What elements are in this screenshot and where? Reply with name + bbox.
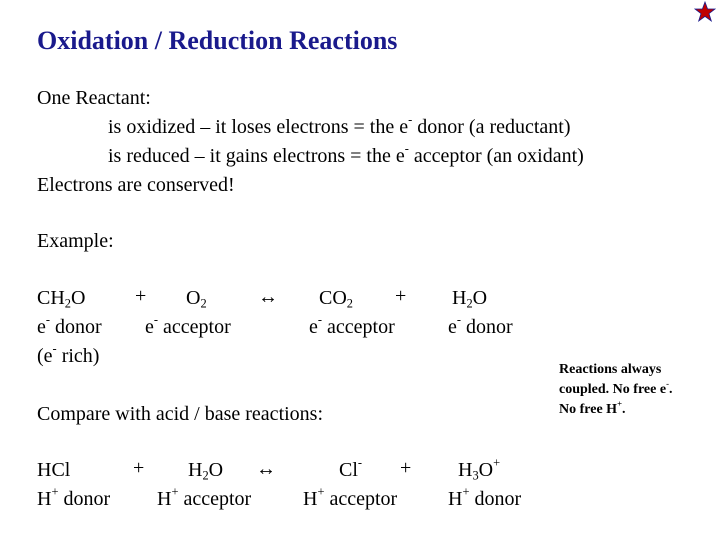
side-note-line-1: Reactions always bbox=[559, 362, 662, 377]
redox-plus-2: + bbox=[395, 285, 407, 307]
acidbase-cl: Cl- bbox=[339, 455, 363, 481]
redox-label-rich: (e- rich) bbox=[37, 341, 100, 367]
acidbase-label-acceptor-2: H+ acceptor bbox=[303, 484, 398, 510]
acidbase-label-donor-1: H+ donor bbox=[37, 484, 111, 510]
intro-line-2: is oxidized – it loses electrons = the e- donor (a reductant) bbox=[108, 112, 571, 138]
redox-h2o: $H_2O$ bbox=[452, 287, 488, 311]
star-icon bbox=[694, 1, 716, 23]
acidbase-h2o: $H_2O$ bbox=[188, 459, 224, 483]
page-title: Oxidation / Reduction Reactions bbox=[37, 26, 398, 55]
redox-ch2o: $CH_2O$ bbox=[37, 287, 86, 311]
intro-line-1: One Reactant: bbox=[37, 87, 151, 109]
acidbase-plus-1: + bbox=[133, 457, 145, 479]
redox-plus-1: + bbox=[135, 285, 147, 307]
acidbase-plus-2: + bbox=[400, 457, 412, 479]
redox-arrow: ↔ bbox=[258, 286, 278, 308]
redox-label-acceptor-2: e- acceptor bbox=[309, 312, 395, 338]
acidbase-h3o: $H_3O^+$ bbox=[458, 455, 501, 483]
acidbase-arrow: ↔ bbox=[256, 458, 276, 480]
acidbase-label-donor-2: H+ donor bbox=[448, 484, 522, 510]
acidbase-label-acceptor-1: H+ acceptor bbox=[157, 484, 252, 510]
side-note-line-3: No free H+. bbox=[559, 398, 626, 417]
example-label: Example: bbox=[37, 230, 114, 252]
redox-label-acceptor-1: e- acceptor bbox=[145, 312, 231, 338]
redox-o2: $O_2$ bbox=[186, 287, 207, 311]
side-note bbox=[559, 360, 672, 420]
side-note-line-2: coupled. No free e-. bbox=[559, 378, 673, 397]
acidbase-hcl: HCl bbox=[37, 459, 71, 481]
intro-line-4: Electrons are conserved! bbox=[37, 174, 235, 196]
redox-label-donor-1: e- donor bbox=[37, 312, 102, 338]
intro-line-3: is reduced – it gains electrons = the e- acceptor (an oxidant) bbox=[108, 141, 584, 167]
redox-co2: $CO_2$ bbox=[319, 287, 353, 311]
compare-label: Compare with acid / base reactions: bbox=[37, 403, 324, 425]
redox-label-donor-2: e- donor bbox=[448, 312, 513, 338]
